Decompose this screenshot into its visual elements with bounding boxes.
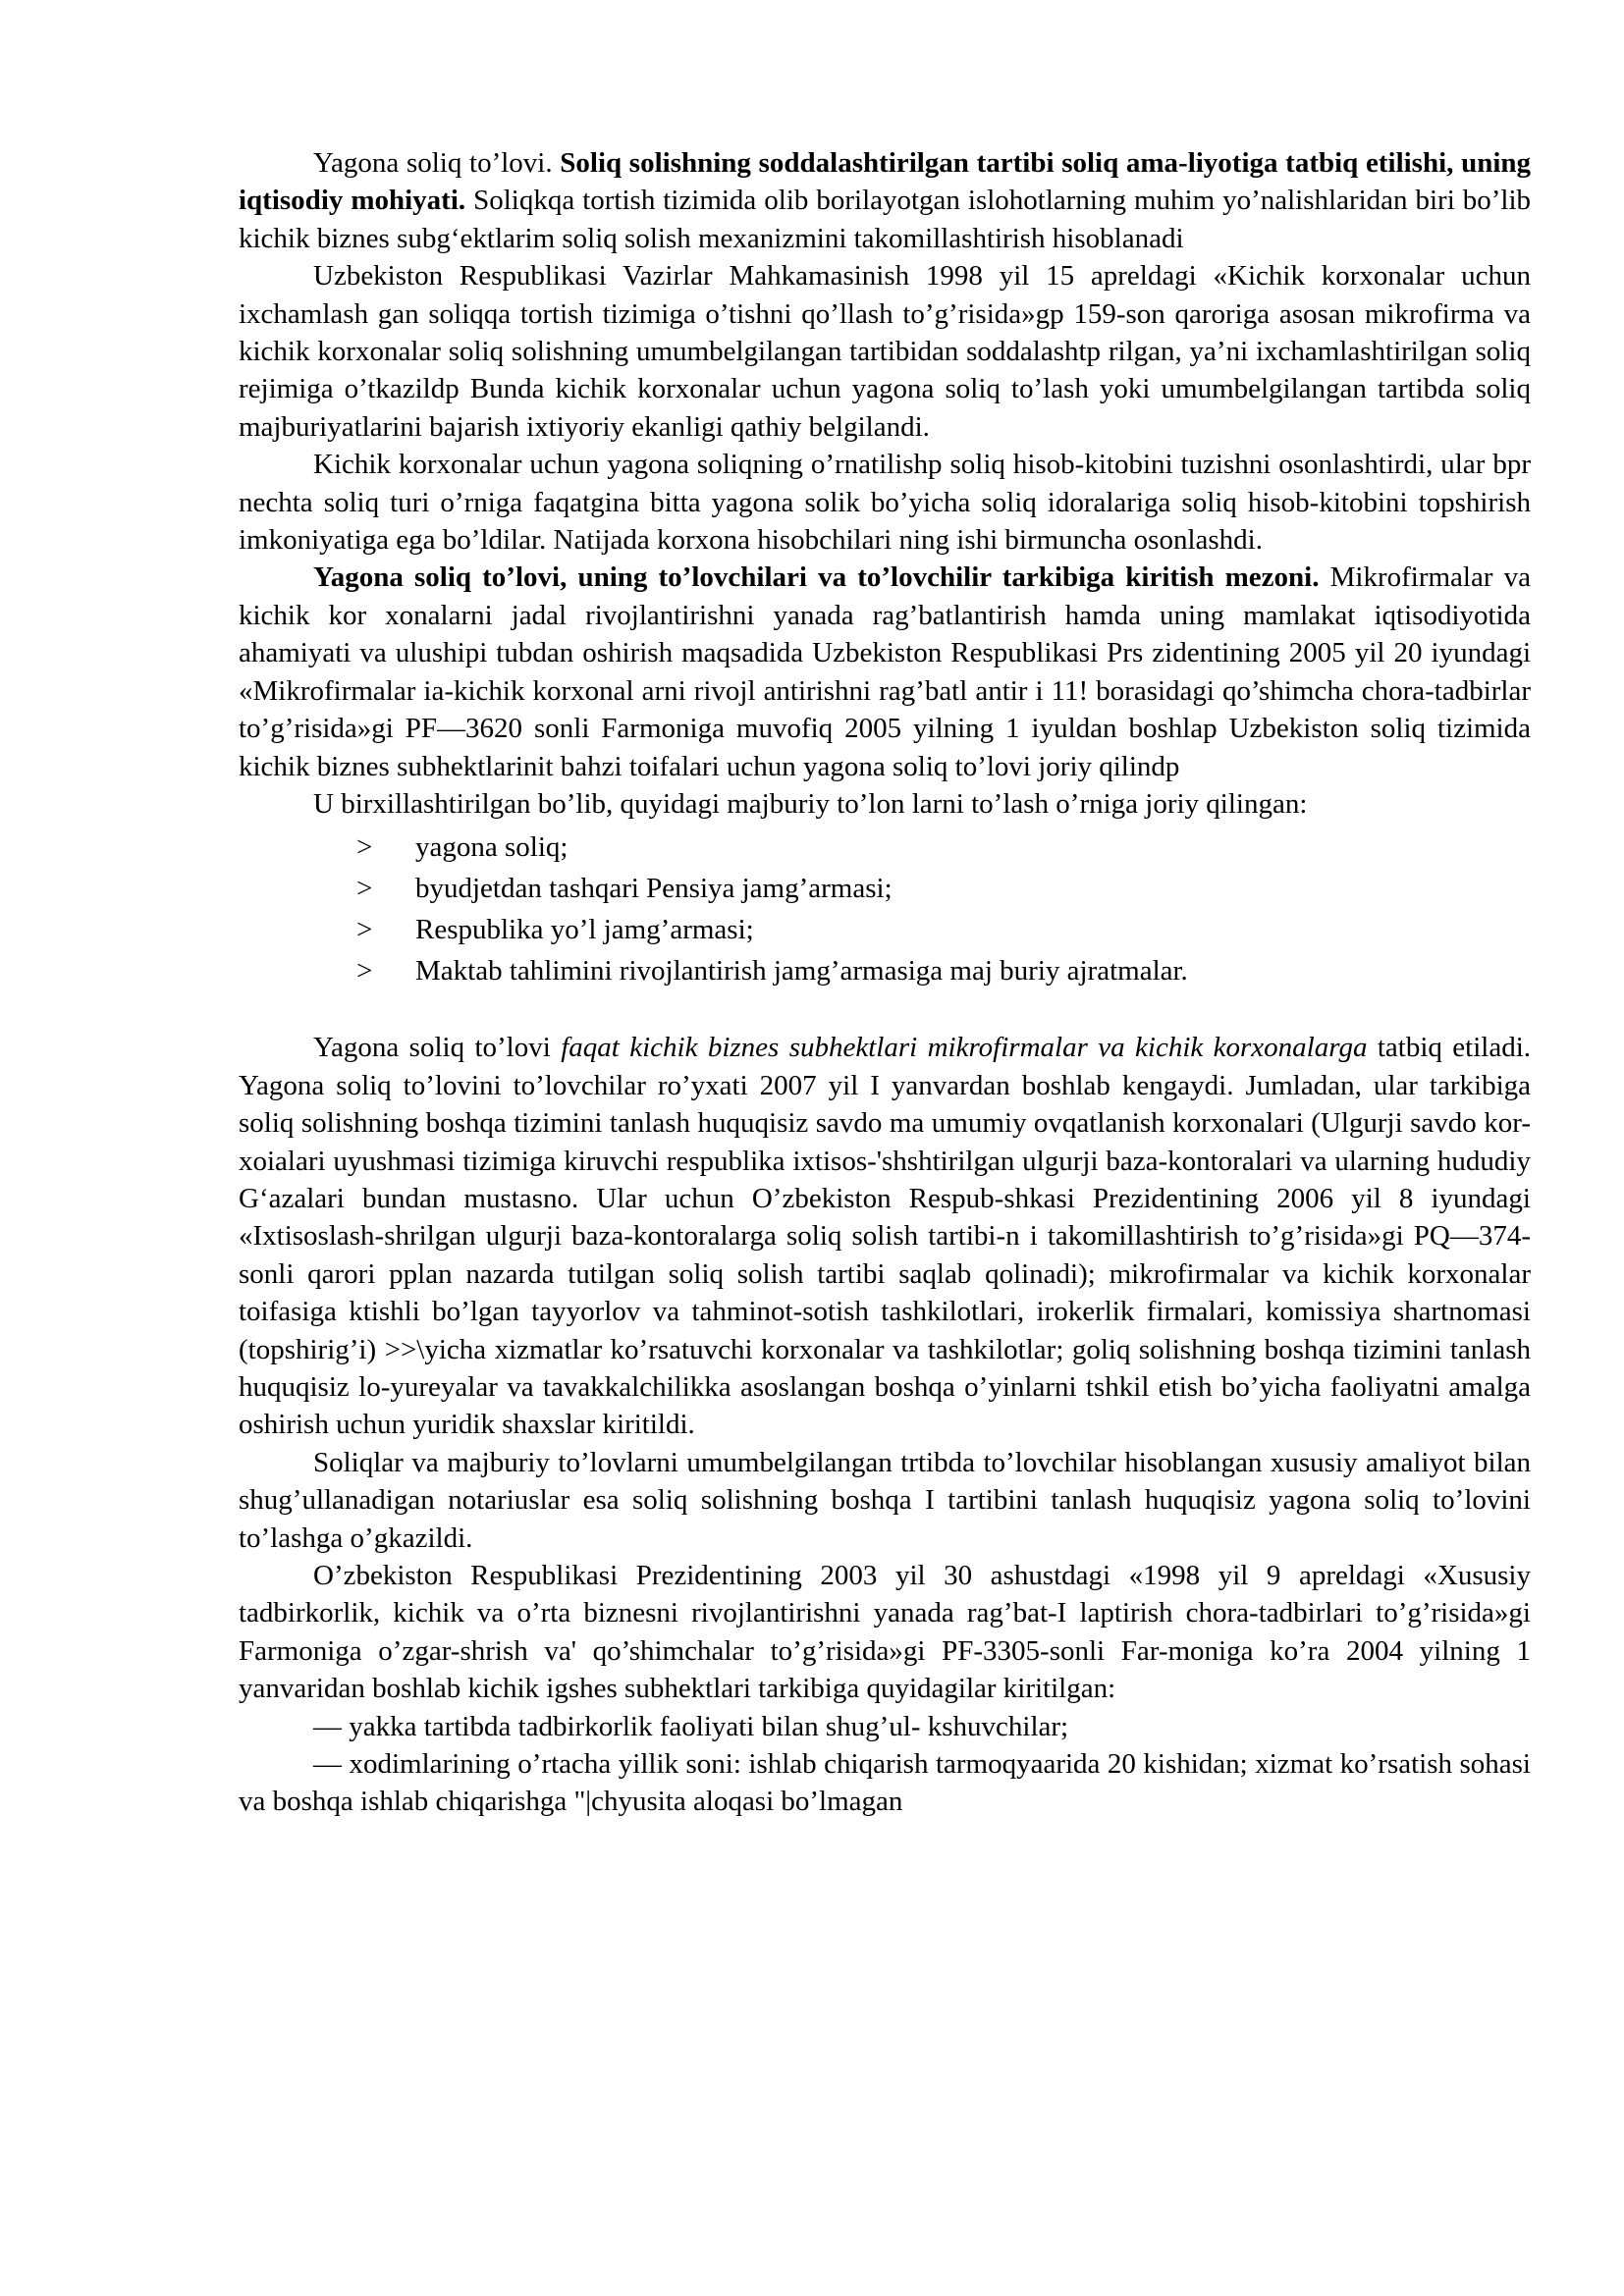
arrow-bullet-icon: > xyxy=(356,955,373,988)
arrow-bullet-icon: > xyxy=(356,831,373,864)
arrow-bullet-icon: > xyxy=(356,914,373,946)
list-item: > Maktab tahlimini rivojlantirish jamg’armasiga maj buriy ajratmalar. xyxy=(239,952,1531,993)
replaced-payments-list xyxy=(239,828,1531,993)
list-item: > yagona soliq; xyxy=(239,828,1531,870)
applicability-lead: Yagona soliq to’lovi xyxy=(313,1032,562,1064)
paragraph-accounting-simplified: Kichik korxonalar uchun yagona soliqning o’rnatilishp soliq hisob-kitobini tuzishni osonlashtirdi, ular bpr nechta soliq turi o’rniga faqatgina bitta yagona solik bo’yicha soliq idoralariga soliq hisob-kitobini topshirish imkoniyatiga ega bo’ldilar. Natijada korxona hisobchilari ning ishi birmuncha osonlashdi. xyxy=(239,449,1531,557)
payers-bold-heading: Yagona soliq to’lovi, uning to’lovchilari va to’lovchilir tarkibiga kiritish mezoni. xyxy=(313,561,1320,594)
paragraph-notaries: Soliqlar va majburiy to’lovlarni umumbelgilangan trtibda to’lovchilar hisoblangan xususiy amaliyot bilan shug’ullanadigan notariuslar esa soliq solishning boshqa I tartibini tanlash huquqisiz yagona soliq to’lovini to’lashga o’gkazildi. xyxy=(239,1446,1531,1554)
paragraph-resolution-1998: Uzbekiston Respublikasi Vazirlar Mahkamasinish 1998 yil 15 apreldagi «Kichik korxonalar uchun ixchamlash gan soliqqa tortish tizimiga o’tishni qo’llash to’g’risida»gp 159-son qaroriga asosan mikrofirma va kichik korxonalar soliq solishning umumbelgilangan tartibidan soddalashtp rilgan, ya’ni ixchamlashtirilgan soliq rejimiga o’tkazildp Bunda kichik korxonalar uchun yagona soliq to’lash yoki umumbelgilangan tartibda soliq majburiyatlarini bajarish ixtiyoriy ekanligi qathiy belgilandi. xyxy=(239,260,1531,443)
dash-item-entrepreneurs: — yakka tartibda tadbirkorlik faoliyati bilan shug’ul- kshuvchilar; xyxy=(313,1710,1069,1742)
payers-text: Mikrofirmalar va kichik kor xonalarni jadal rivojlantirishni yanada rag’batlantirish hamda uning mamlakat iqtisodiyotida ahamiyati va ulushipi tubdan oshirish maqsadida Uzbekiston Respublikasi Prs zidentining 2005 yil 20 iyundagi «Mikrofirmalar ia-kichik korxonal arni rivojl antirishni rag’batl antir i 11! borasidagi qo’shimcha chora-tadbirlar to’g’risida»gi PF—3620 sonli Farmoniga muvofiq 2005 yilning 1 iyuldan boshlap Uzbekiston soliq tizimida kichik biznes subhektlarinit bahzi toifalari uchun yagona soliq to’lovi joriy qilindp xyxy=(239,561,1531,782)
list-item: > Respublika yo’l jamg’armasi; xyxy=(239,911,1531,952)
intro-text: Soliqkqa tortish tizimida olib borilayotgan islohotlarning muhim yo’nalishlaridan biri bo’lib kichik biznes subg‘ektlarim soliq solish mexanizmini takomillashtirish hisoblanadi xyxy=(239,185,1532,254)
spacer xyxy=(239,993,1531,1029)
document-page xyxy=(239,144,1531,1821)
list-item: > byudjetdan tashqari Pensiya jamg’armasi; xyxy=(239,870,1531,911)
intro-bold-heading: Soliq solishning soddalashtirilgan tartibi soliq ama-liyotiga tatbiq etilishi, uning iqtisodiy mohiyati. xyxy=(239,147,1532,217)
paragraph-applicability xyxy=(239,1029,1531,1443)
paragraph-unified: U birxillashtirilgan bo’lib, quyidagi majburiy to’lon larni to’lash o’rniga joriy qilingan: xyxy=(313,787,1308,820)
applicability-italic: faqat kichik biznes subhektlari mikrofirmalar va kichik korxonalarga xyxy=(561,1032,1368,1064)
paragraph-decree-2003: O’zbekiston Respublikasi Prezidentining 2003 yil 30 ashustdagi «1998 yil 9 apreldagi «Xususiy tadbirkorlik, kichik va o’rta biznesni rivojlantirishni yanada rag’bat-I laptirish chora-tadbirlari to’g’risida»gi Farmoniga o’zgar-shrish va' qo’shimchalar to’g’risida»gi PF-3305-sonli Far-moniga ko’ra 2004 yilning 1 yanvaridan boshlab kichik igshes subhektlari tarkibiga quyidagilar kiritilgan: xyxy=(239,1560,1531,1705)
paragraph-intro xyxy=(239,144,1531,257)
applicability-text: tatbiq etiladi. Yagona soliq to’lovini to’lovchilar ro’yxati 2007 yil I yanvardan boshlab kengaydi. Jumladan, ular tarkibiga soliq solishning boshqa tizimini tanlash huquqisiz savdo ma umumiy ovqatlanish korxonalari (Ulgurji savdo kor-xoialari uyushmasi tizimiga kiruvchi respublika ixtisos-'shshtirilgan ulgurji baza-kontoralari va ularning hududiy G‘azalari bundan mustasno. Ular uchun O’zbekiston Respub-shkasi Prezidentining 2006 yil 8 iyundagi «Ixtisoslash-shrilgan ulgurji baza-kontoralarga soliq solish tartibi-n i takomillashtirish to’g’risida»gi PQ—374-sonli qarori pplan nazarda tutilgan soliq solish tartibi saqlab qolinadi); mikrofirmalar va kichik korxonalar toifasiga ktishli bo’lgan tayyorlov va tahminot-sotish tashkilotlari, irokerlik firmalari, komissiya shartnomasi (topshirig’i) >>\yicha xizmatlar ko’rsatuvchi korxonalar va tashkilotlar; goliq solishning boshqa tizimini tanlash huquqisiz lo-yureyalar va tavakkalchilikka asoslangan boshqa o’yinlarni tshkil etish bo’yicha faoliyatni amalga oshirish uchun yuridik shaxslar kiritildi. xyxy=(239,1032,1532,1441)
arrow-bullet-icon: > xyxy=(356,873,373,905)
intro-lead: Yagona soliq to’lovi. xyxy=(313,147,561,179)
dash-item-employees: — xodimlarining o’rtacha yillik soni: ishlab chiqarish tarmoqyaarida 20 kishidan; xizmat ko’rsatish sohasi va boshqa ishlab chiqarishga "|chyusita aloqasi bo’lmagan xyxy=(239,1748,1531,1818)
paragraph-payers-criteria xyxy=(239,559,1531,784)
